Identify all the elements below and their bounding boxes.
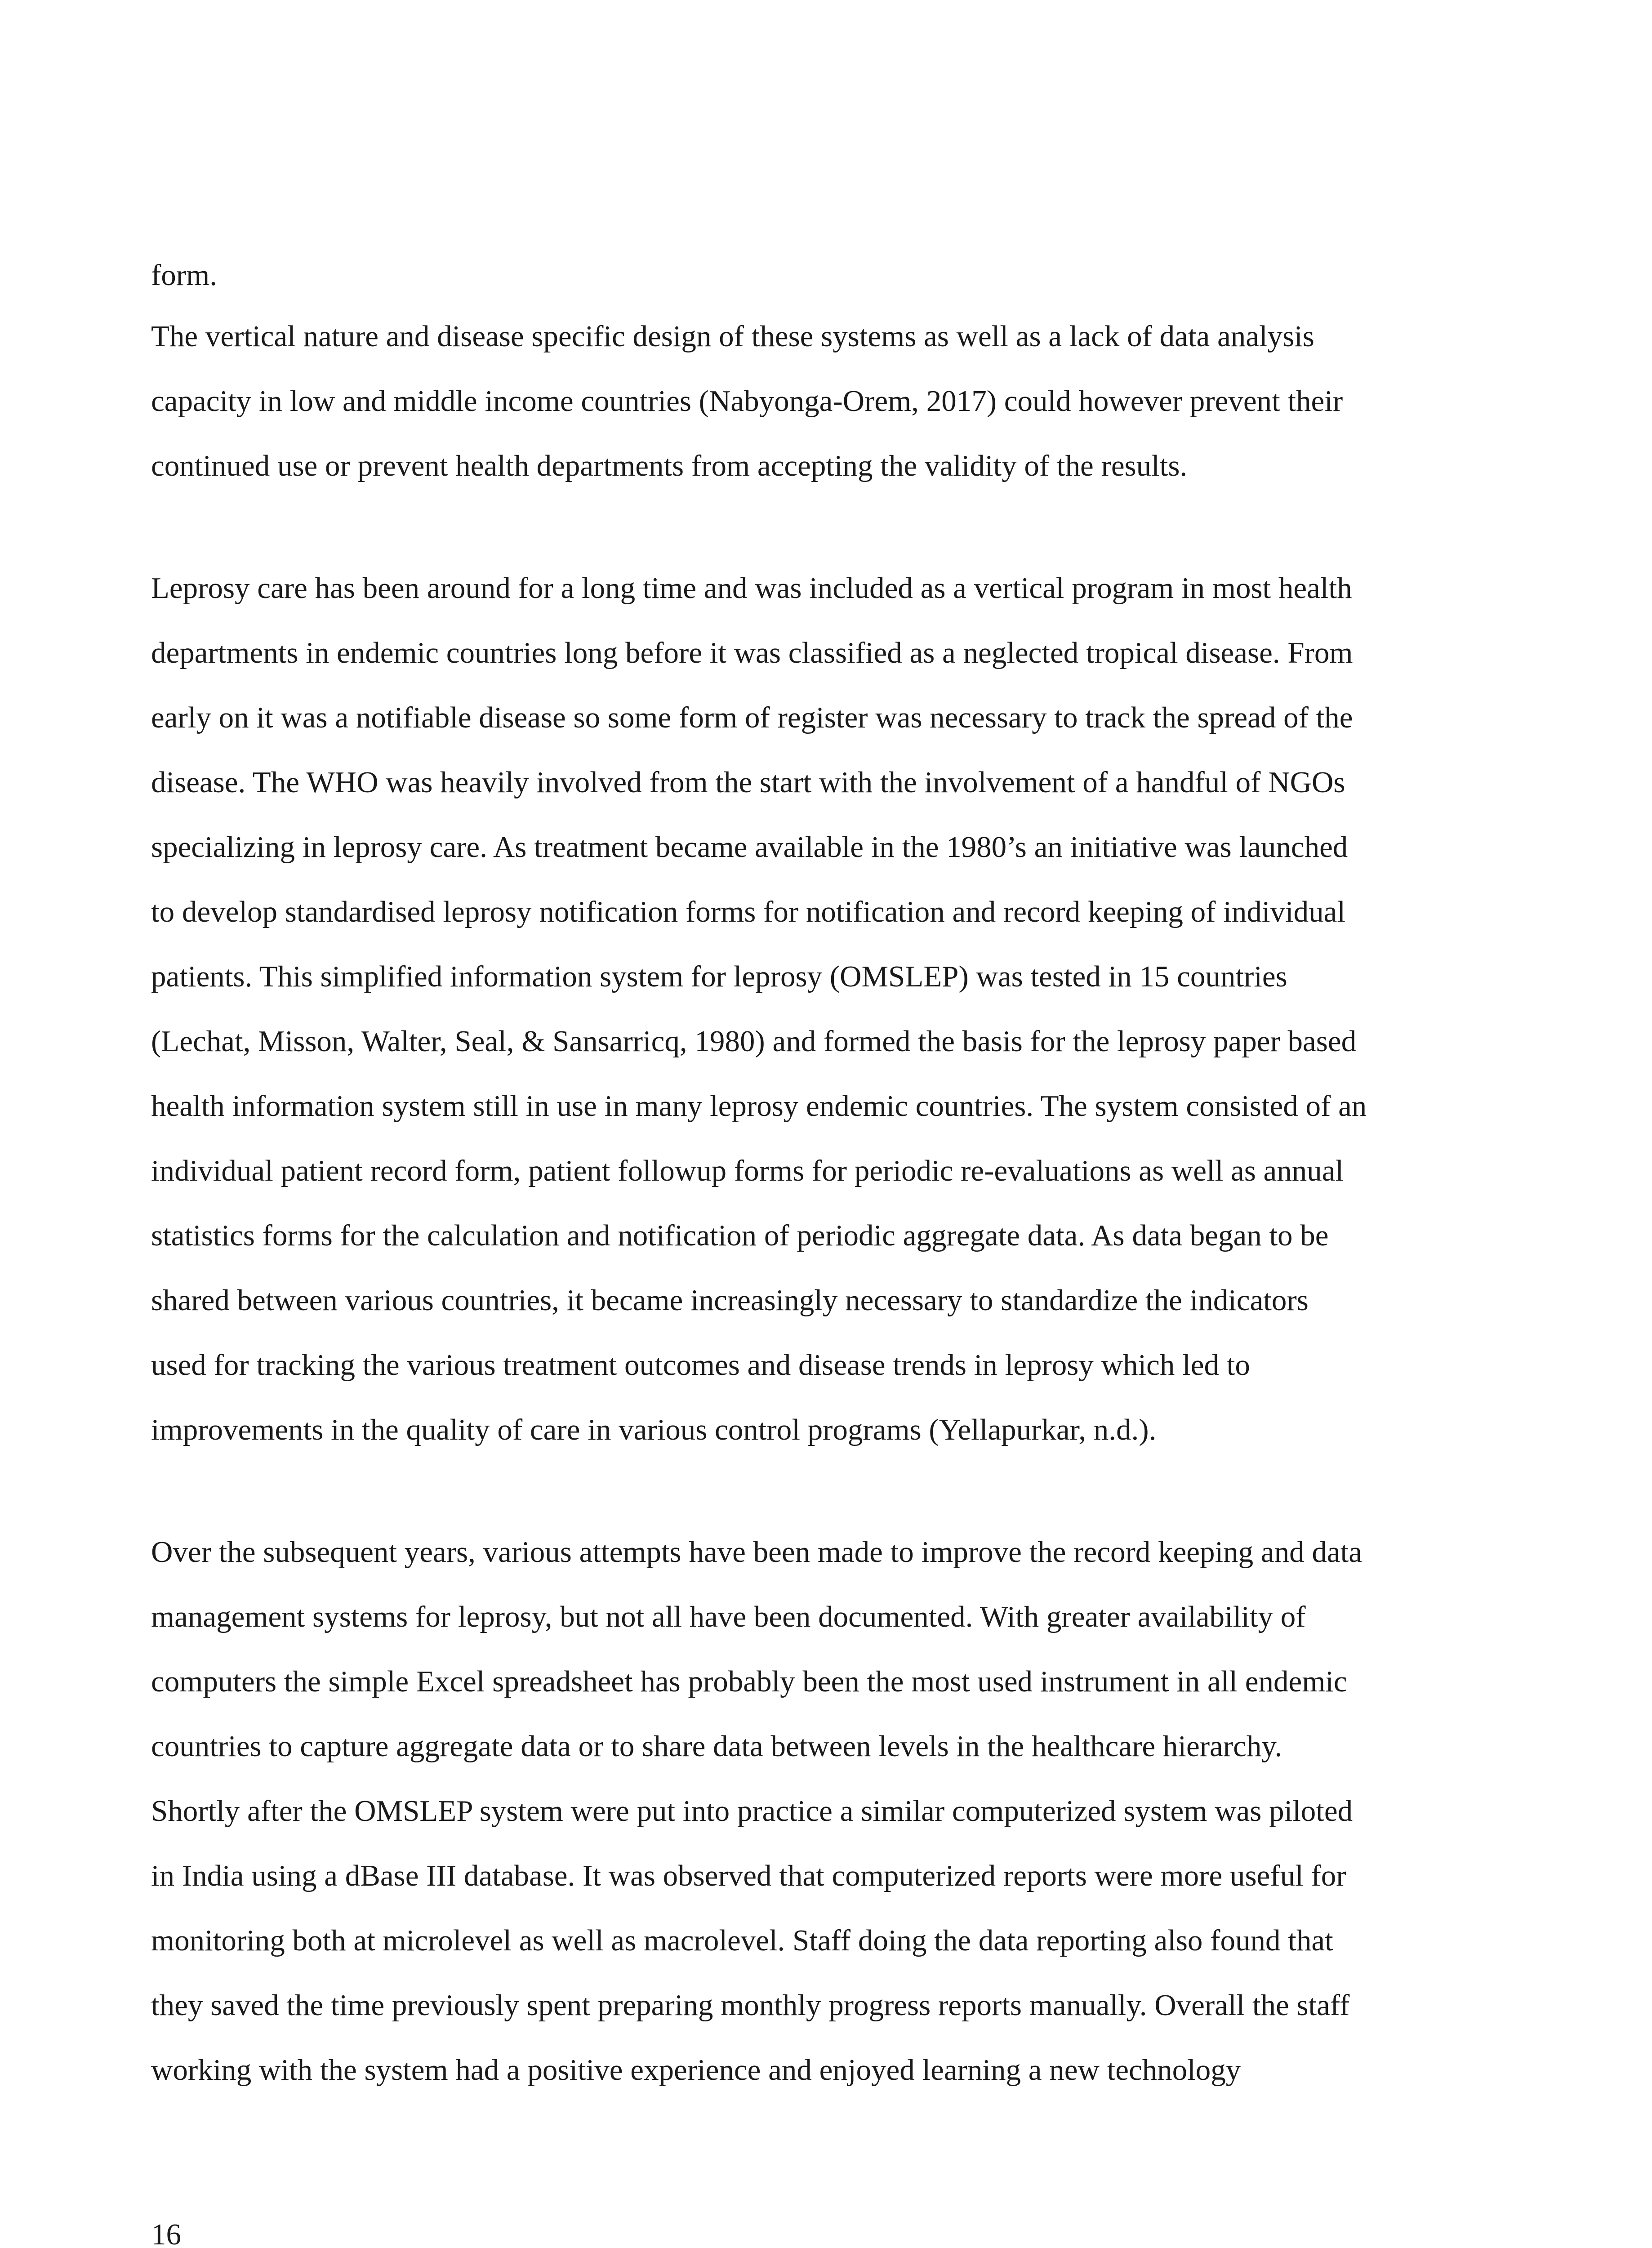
text-line: they saved the time previously spent preparing monthly progress reports manually. Overall the staff <box>151 1989 1350 2022</box>
paragraph-vertical-systems <box>151 304 1509 498</box>
text-line: health information system still in use in many leprosy endemic countries. The system consisted of an <box>151 1089 1367 1123</box>
text-line: form. <box>151 259 217 292</box>
text-line: continued use or prevent health departments from accepting the validity of the results. <box>151 449 1188 482</box>
paragraph-leprosy-care-history <box>151 556 1509 1462</box>
text-line: used for tracking the various treatment outcomes and disease trends in leprosy which led to <box>151 1348 1250 1382</box>
text-line: management systems for leprosy, but not all have been documented. With greater availability of <box>151 1600 1306 1633</box>
text-line: in India using a dBase III database. It was observed that computerized reports were more useful for <box>151 1859 1346 1892</box>
text-line: departments in endemic countries long before it was classified as a neglected tropical disease. From <box>151 636 1353 669</box>
text-line: working with the system had a positive experience and enjoyed learning a new technology <box>151 2053 1241 2087</box>
text-line: statistics forms for the calculation and notification of periodic aggregate data. As data began to be <box>151 1219 1329 1252</box>
text-line: The vertical nature and disease specific design of these systems as well as a lack of data analysis <box>151 320 1314 353</box>
text-line: shared between various countries, it became increasingly necessary to standardize the indicators <box>151 1284 1309 1317</box>
text-line: computers the simple Excel spreadsheet has probably been the most used instrument in all endemic <box>151 1665 1347 1698</box>
page-number: 16 <box>151 2218 181 2248</box>
text-line: early on it was a notifiable disease so some form of register was necessary to track the spread of the <box>151 701 1353 734</box>
text-line: disease. The WHO was heavily involved from the start with the involvement of a handful of NGOs <box>151 766 1345 799</box>
text-line: (Lechat, Misson, Walter, Seal, & Sansarricq, 1980) and formed the basis for the leprosy paper based <box>151 1025 1357 1058</box>
text-line: Over the subsequent years, various attempts have been made to improve the record keeping and data <box>151 1535 1362 1569</box>
text-line: Leprosy care has been around for a long time and was included as a vertical program in most health <box>151 571 1352 605</box>
text-line: to develop standardised leprosy notification forms for notification and record keeping of individual <box>151 895 1345 928</box>
text-line: individual patient record form, patient followup forms for periodic re-evaluations as well as annual <box>151 1154 1344 1187</box>
paragraph-subsequent-years <box>151 1520 1509 2102</box>
text-line: specializing in leprosy care. As treatment became available in the 1980’s an initiative was launched <box>151 830 1348 864</box>
text-line: countries to capture aggregate data or to share data between levels in the healthcare hierarchy. <box>151 1730 1282 1763</box>
text-line: capacity in low and middle income countries (Nabyonga-Orem, 2017) could however prevent their <box>151 384 1343 418</box>
text-line: improvements in the quality of care in various control programs (Yellapurkar, n.d.). <box>151 1413 1157 1446</box>
paragraph-continuation <box>151 243 1509 308</box>
text-line: monitoring both at microlevel as well as macrolevel. Staff doing the data reporting also found that <box>151 1924 1333 1957</box>
text-line: patients. This simplified information system for leprosy (OMSLEP) was tested in 15 countries <box>151 960 1287 993</box>
text-line: Shortly after the OMSLEP system were put into practice a similar computerized system was piloted <box>151 1794 1353 1828</box>
